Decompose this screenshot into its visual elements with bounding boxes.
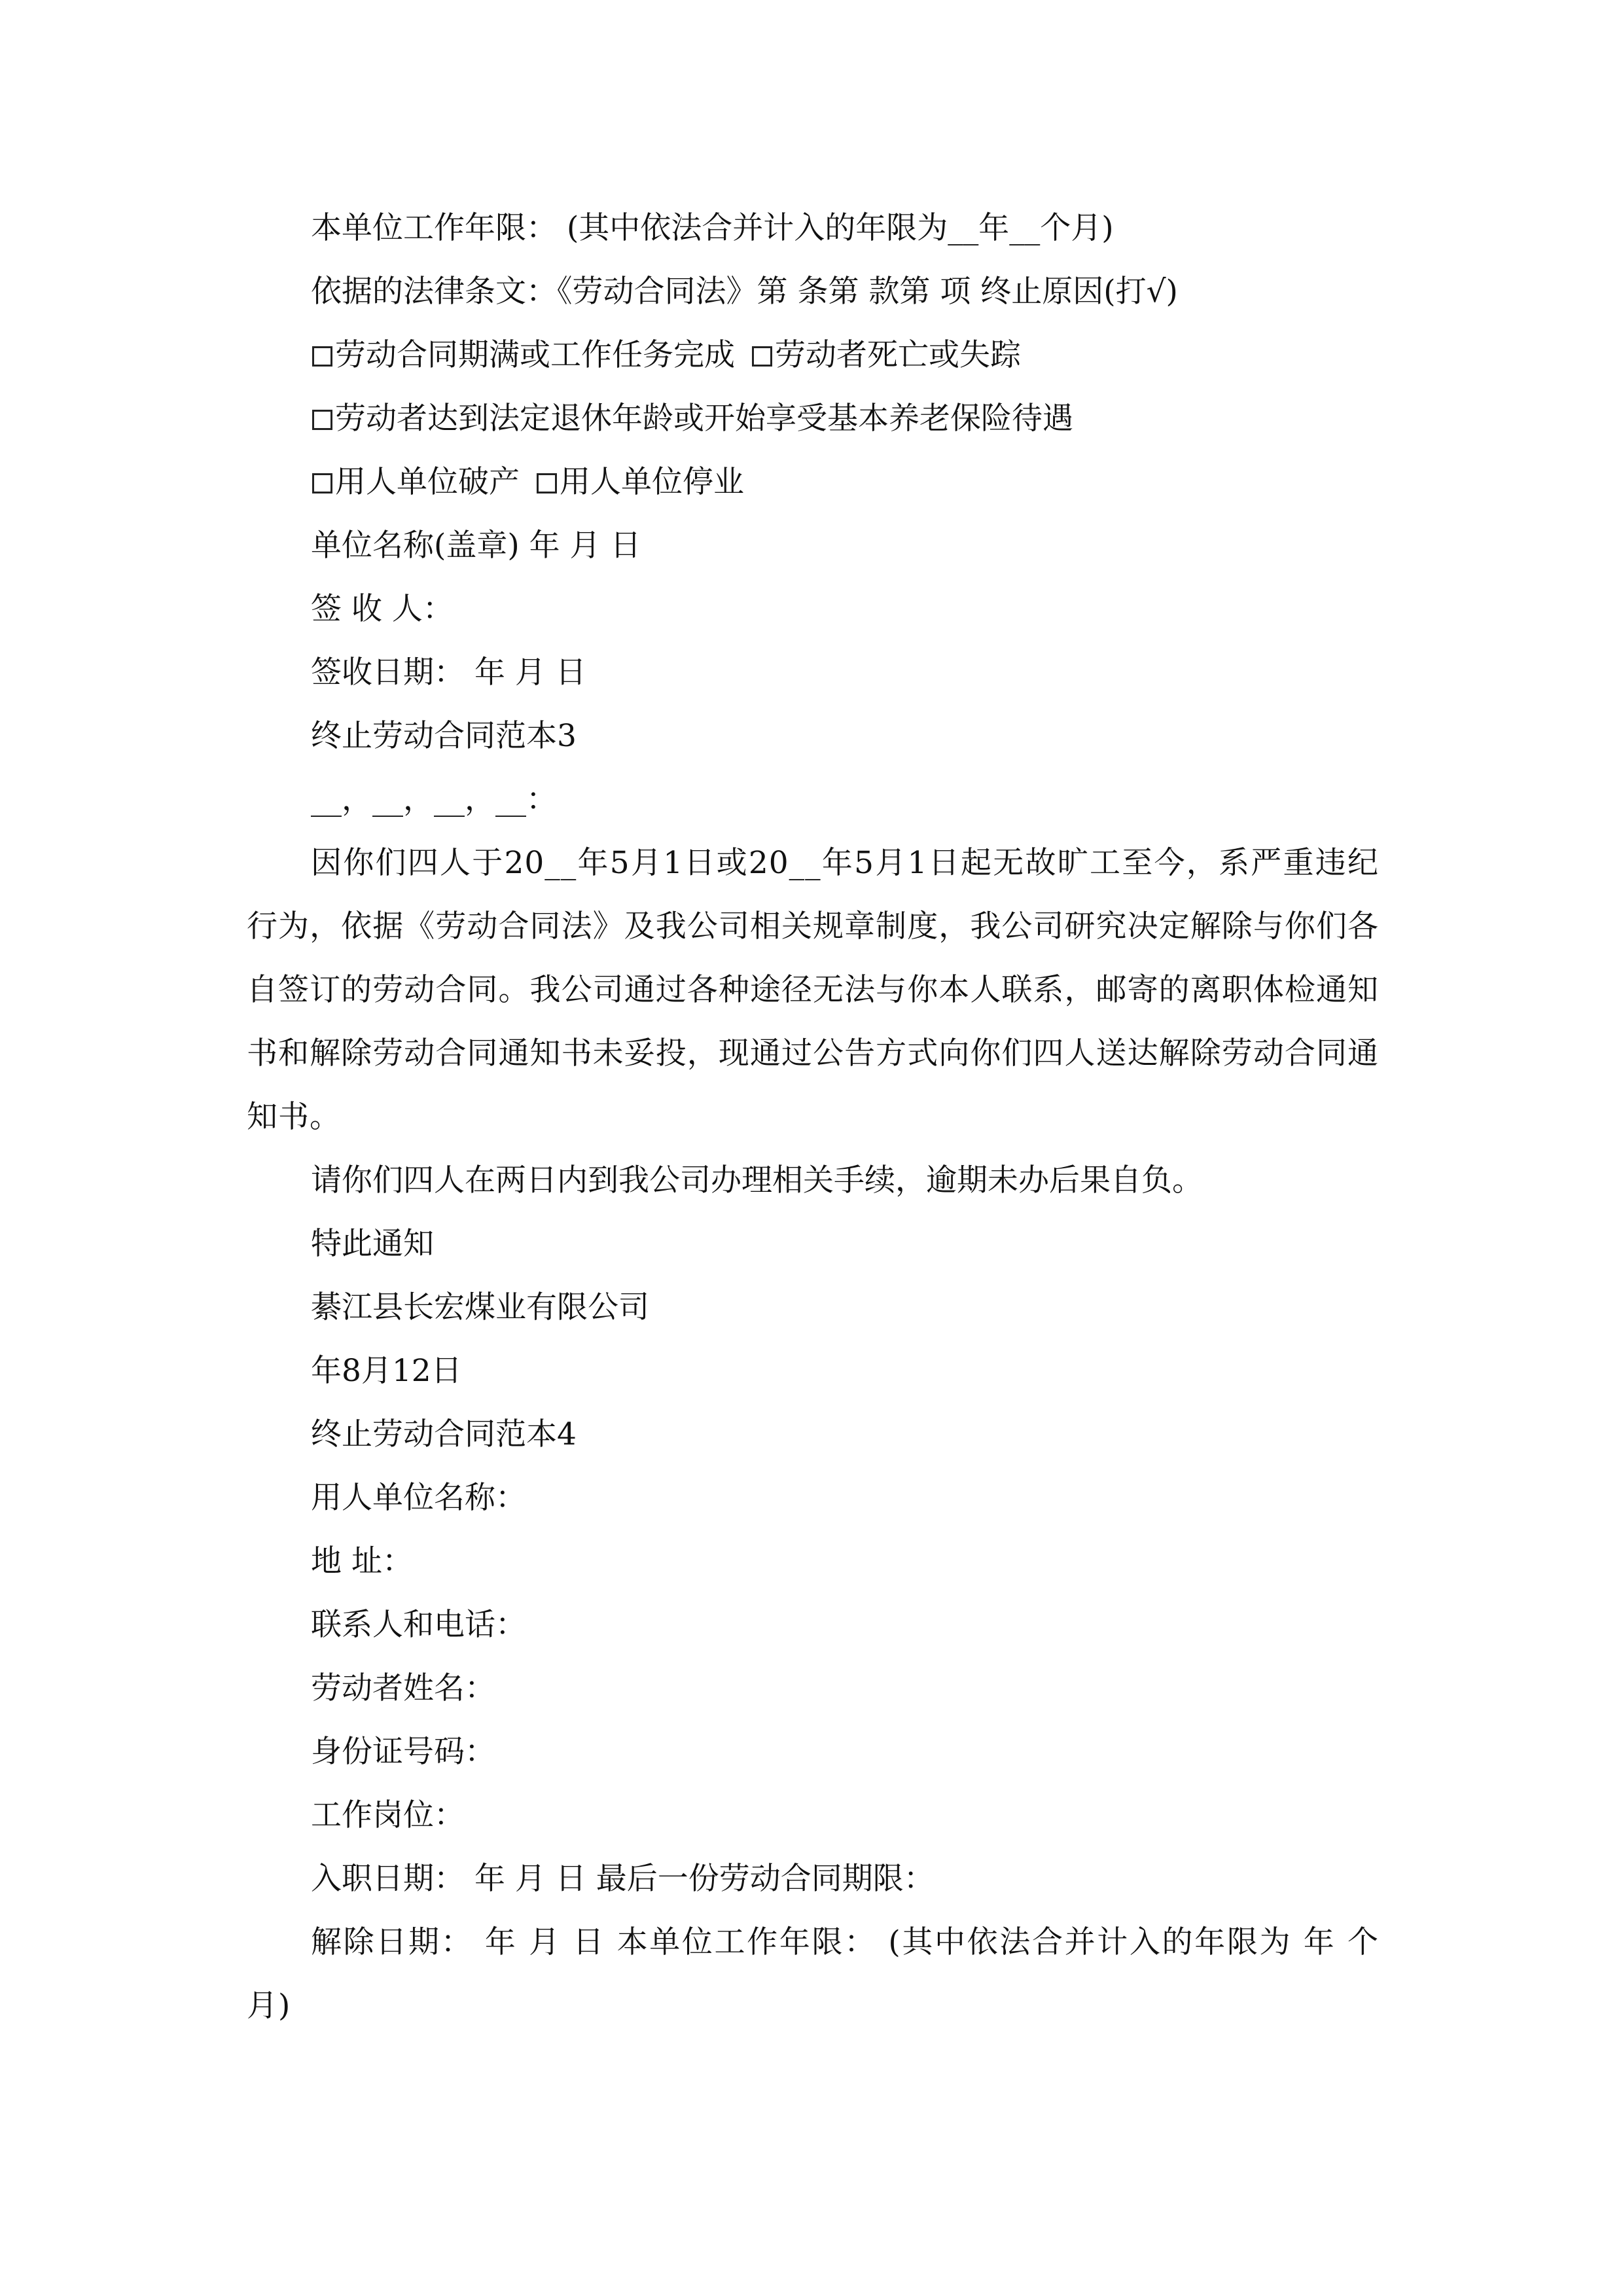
termination-date-paragraph: 解除日期： 年 月 日 本单位工作年限： (其中依法合并计入的年限为 年 个月)	[247, 1924, 1379, 2024]
notice-paragraph: 因你们四人于20__年5月1日或20__年5月1日起无故旷工至今，系严重违纪行为，依据《劳动合同法》及我公司相关规章制度，我公司研究决定解除与你们各自签订的劳动合同。我公司通过各种途径无法与你本人联系，邮寄的离职体检通知书和解除劳动合同通知书未妥投，现通过公告方式向你们四人送达解除劳动合同通知书。	[247, 845, 1379, 1135]
checkbox-suspension[interactable]	[537, 473, 557, 493]
checkbox-contract-expired[interactable]	[312, 346, 332, 367]
termination-reason-row-3	[247, 450, 1379, 514]
job-position-field: 工作岗位：	[311, 1797, 465, 1833]
addressee-line: __，__，__，__：	[311, 781, 557, 817]
template-4-heading: 终止劳动合同范本4	[311, 1416, 577, 1452]
checkbox-label-bankruptcy: 用人单位破产	[335, 464, 520, 500]
document-body	[247, 196, 1379, 2037]
checkbox-label-suspension: 用人单位停业	[560, 464, 744, 500]
employer-name-field: 用人单位名称：	[311, 1480, 526, 1516]
worker-name-field: 劳动者姓名：	[311, 1670, 495, 1706]
termination-reason-row-2	[247, 387, 1379, 450]
deadline-line: 请你们四人在两日内到我公司办理相关手续，逾期未办后果自负。	[311, 1162, 1203, 1198]
checkbox-bankruptcy[interactable]	[312, 473, 332, 493]
template-3-heading: 终止劳动合同范本3	[311, 718, 577, 754]
contact-phone-field: 联系人和电话：	[311, 1607, 526, 1643]
hire-date-field: 入职日期： 年 月 日 最后一份劳动合同期限：	[311, 1861, 935, 1897]
checkbox-worker-deceased[interactable]	[752, 346, 772, 367]
checkbox-label-contract-expired: 劳动合同期满或工作任务完成	[335, 337, 735, 373]
work-years-line: 本单位工作年限： (其中依法合并计入的年限为__年__个月)	[311, 210, 1114, 246]
receipt-date-line: 签收日期： 年 月 日	[311, 655, 586, 691]
id-number-field: 身份证号码：	[311, 1734, 495, 1770]
unit-seal-date-line: 单位名称(盖章) 年 月 日	[311, 528, 641, 564]
termination-reason-row-1	[247, 323, 1379, 387]
legal-basis-line: 依据的法律条文：《劳动合同法》第 条第 款第 项 终止原因(打√)	[311, 274, 1178, 310]
notice-date: 年8月12日	[311, 1353, 462, 1389]
recipient-line: 签 收 人：	[311, 591, 454, 627]
checkbox-retirement[interactable]	[312, 410, 332, 430]
notice-closing: 特此通知	[311, 1226, 434, 1262]
checkbox-label-retirement: 劳动者达到法定退休年龄或开始享受基本养老保险待遇	[335, 401, 1073, 437]
company-name: 綦江县长宏煤业有限公司	[311, 1289, 649, 1325]
checkbox-label-worker-deceased: 劳动者死亡或失踪	[775, 337, 1021, 373]
address-field: 地 址：	[311, 1543, 413, 1579]
